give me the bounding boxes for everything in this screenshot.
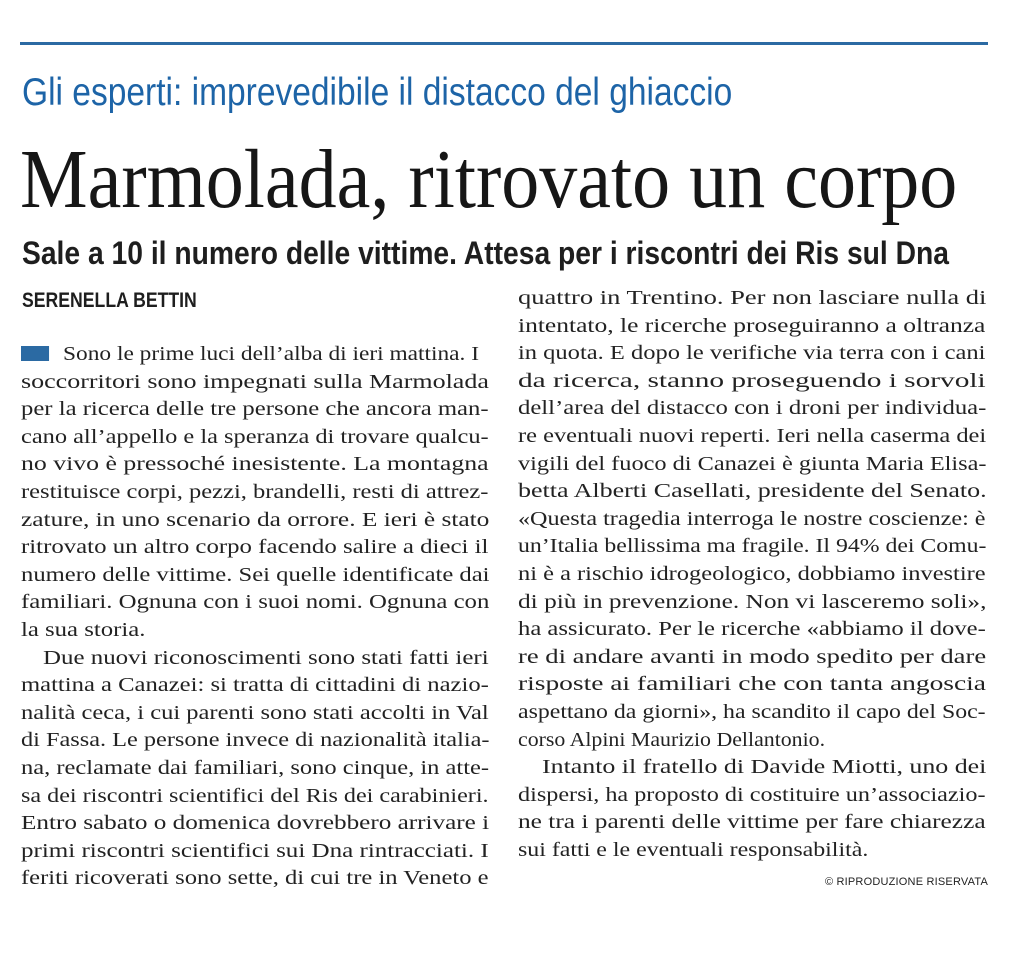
- article-column-left: [21, 341, 491, 893]
- text-line: soccorritori sono impegnati sulla Marmolada: [21, 370, 489, 393]
- text-line: sui fatti e le eventuali responsabilità.: [518, 838, 869, 861]
- text-line: zature, in uno scenario da orrore. E ieri è stato: [21, 508, 490, 531]
- text-line: restituisce corpi, pezzi, brandelli, resti di attrez-: [21, 480, 489, 503]
- byline: SERENELLA BETTIN: [22, 289, 197, 312]
- copyright-notice: © RIPRODUZIONE RISERVATA: [824, 876, 988, 888]
- text-line: ritrovato un altro corpo facendo salire a dieci il: [21, 536, 489, 559]
- text-line: per la ricerca delle tre persone che ancora man-: [21, 398, 489, 421]
- text-line: numero delle vittime. Sei quelle identificate dai: [21, 563, 490, 586]
- text-line: da ricerca, stanno proseguendo i sorvoli: [518, 369, 986, 392]
- text-line: ni è a rischio idrogeologico, dobbiamo investire: [518, 562, 986, 585]
- text-line-content: Sono le prime luci dell’alba di ieri mattina. I: [63, 343, 480, 365]
- text-line: «Questa tragedia interroga le nostre coscienze: è: [518, 507, 986, 530]
- text-line: no vivo è pressoché inesistente. La montagna: [21, 453, 489, 476]
- text-line: ha assicurato. Per le ricerche «abbiamo il dove-: [518, 618, 986, 641]
- text-line: dell’area del distacco con i droni per individua-: [518, 397, 987, 420]
- text-line: dispersi, ha proposto di costituire un’associazio-: [518, 783, 986, 806]
- text-line: di più in prevenzione. Non vi lasceremo soli»,: [518, 590, 987, 613]
- text-line: un’Italia bellissima ma fragile. Il 94% dei Comu-: [518, 535, 987, 558]
- text-line: re eventuali nuovi reperti. Ieri nella caserma dei: [518, 424, 987, 447]
- text-line: Due nuovi riconoscimenti sono stati fatti ieri: [43, 646, 489, 669]
- text-line: aspettano da giorni», ha scandito il capo del Soc-: [518, 700, 986, 723]
- text-line: Entro sabato o domenica dovrebbero arrivare i: [21, 812, 490, 835]
- text-line: in quota. E dopo le verifiche via terra con i cani: [518, 342, 986, 365]
- kicker: Gli esperti: imprevedibile il distacco del ghiaccio: [22, 71, 733, 114]
- text-line: la sua storia.: [21, 618, 146, 641]
- top-rule: [20, 42, 988, 45]
- text-line: di Fassa. Le persone invece di nazionalità italia-: [21, 729, 490, 752]
- text-line: corso Alpini Maurizio Dellantonio.: [518, 728, 826, 751]
- text-line: cano all’appello e la speranza di trovare qualcu-: [21, 425, 489, 448]
- text-line: betta Alberti Casellati, presidente del Senato.: [518, 480, 987, 503]
- text-line: primi riscontri scientifici sui Dna rintracciati. I: [21, 839, 489, 862]
- text-line: sa dei riscontri scientifici del Ris dei carabinieri.: [21, 784, 489, 807]
- text-line: intentato, le ricerche proseguiranno a oltranza: [518, 314, 986, 337]
- text-line: mattina a Canazei: si tratta di cittadini di nazio-: [21, 674, 489, 697]
- text-line: vigili del fuoco di Canazei è giunta Maria Elisa-: [518, 452, 987, 475]
- text-line: nalità ceca, i cui parenti sono stati accolti in Val: [21, 701, 489, 724]
- text-line: [21, 341, 570, 369]
- headline: Marmolada, ritrovato un corpo: [20, 133, 958, 226]
- text-line: na, reclamate dai familiari, sono cinque, in atte-: [21, 756, 490, 779]
- article-column-right: [518, 285, 988, 864]
- text-line: risposte ai familiari che con tanta angoscia: [518, 673, 986, 696]
- text-line: Intanto il fratello di Davide Miotti, uno dei: [542, 756, 987, 779]
- text-line: ne tra i parenti delle vittime per fare chiarezza: [518, 811, 986, 834]
- text-line: familiari. Ognuna con i suoi nomi. Ognuna con: [21, 591, 490, 614]
- text-line: quattro in Trentino. Per non lasciare nulla di: [518, 287, 987, 309]
- paragraph-marker-square: [21, 346, 49, 361]
- text-line: feriti ricoverati sono sette, di cui tre in Veneto e: [21, 867, 489, 890]
- text-line: re di andare avanti in modo spedito per dare: [518, 645, 987, 668]
- subtitle: Sale a 10 il numero delle vittime. Attesa per i riscontri dei Ris sul Dna: [22, 235, 949, 271]
